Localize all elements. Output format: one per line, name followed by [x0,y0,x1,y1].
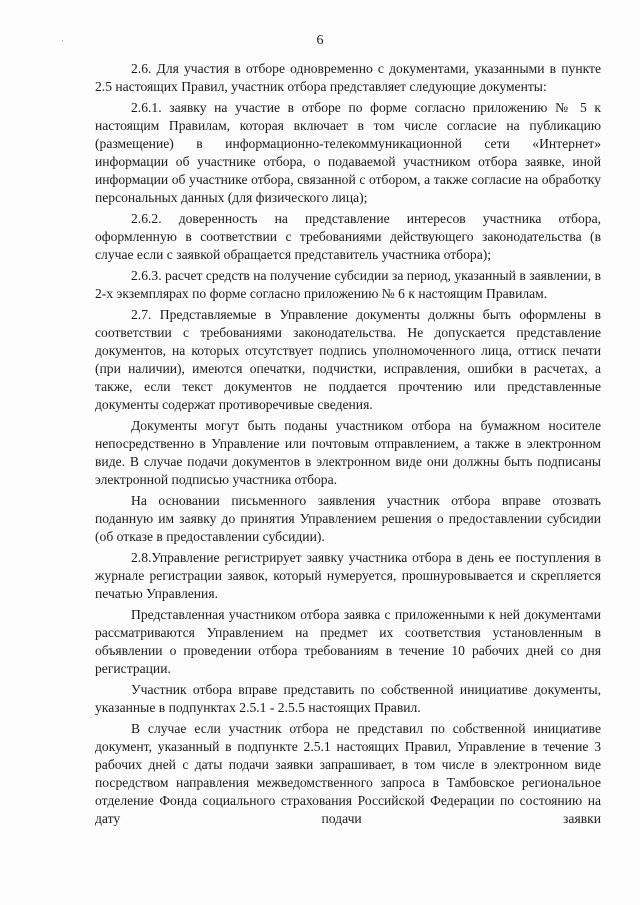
paragraph-2-6-2: 2.6.2. доверенность на представление интересов участника отбора, оформленную в соответствии с требованиями действующего законодательства (в случае если с заявкой обращается представитель участника отбора); [95,211,601,262]
paragraph-2-6: 2.6. Для участия в отборе одновременно с документами, указанными в пункте 2.5 настоящих Правил, участник отбора представляет следующие документы: [95,61,601,94]
document-body [95,60,601,831]
paragraph-withdrawal: На основании письменного заявления участник отбора вправе отозвать поданную им заявку до принятия Управлением решения о предоставлении субсидии (об отказе в предоставлении субсидии). [95,493,601,544]
paragraph-2-6-3: 2.6.3. расчет средств на получение субсидии за период, указанный в заявлении, в 2-х экземплярах по форме согласно приложению № 6 к настоящим Правилам. [95,268,601,301]
page-number: 6 [316,33,324,48]
paragraph-2-7: 2.7. Представляемые в Управление документы должны быть оформлены в соответствии с требованиями законодательства. Не допускается представление документов, на которых отсутствует подпись уполномоченного лица, оттиск печати (при наличии), имеются опечатки, подчистки, исправления, ошибки в расчетах, а также, если текст документов не поддается прочтению или представленные документы содержат противоречивые сведения. [95,307,601,412]
paragraph-review: Представленная участником отбора заявка с приложенными к ней документами рассматриваются Управлением на предмет их соответствия установленным в объявлении о проведении отбора требованиям в течение 10 рабочих дней со дня регистрации. [95,607,601,676]
paragraph-submission-methods: Документы могут быть поданы участником отбора на бумажном носителе непосредственно в Управление или почтовым отправлением, а также в электронном виде. В случае подачи документов в электронном виде они должны быть подписаны электронной подписью участника отбора. [95,418,601,487]
paragraph-interagency-request: В случае если участник отбора не представил по собственной инициативе документ, указанный в подпункте 2.5.1 настоящих Правил, Управление в течение 3 рабочих дней с даты подачи заявки запрашивает, в том числе в электронном виде посредством направления межведомственного запроса в Тамбовское региональное отделение Фонда социального страхования Российской Федерации по состоянию на дату подачи заявки [95,721,601,826]
paragraph-own-initiative: Участник отбора вправе представить по собственной инициативе документы, указанные в подпунктах 2.5.1 - 2.5.5 настоящих Правил. [95,682,601,715]
paragraph-2-6-1: 2.6.1. заявку на участие в отборе по форме согласно приложению № 5 к настоящим Правилам, которая включает в том числе согласие на публикацию (размещение) в информационно-телекоммуникационной сети «Интернет» информации об участнике отбора, о подаваемой участником отбора заявке, иной информации об участнике отбора, связанной с отбором, а также согласие на обработку персональных данных (для физического лица); [95,100,601,205]
paragraph-2-8: 2.8.Управление регистрирует заявку участника отбора в день ее поступления в журнале регистрации заявок, который нумеруется, прошнуровывается и скрепляется печатью Управления. [95,550,601,601]
